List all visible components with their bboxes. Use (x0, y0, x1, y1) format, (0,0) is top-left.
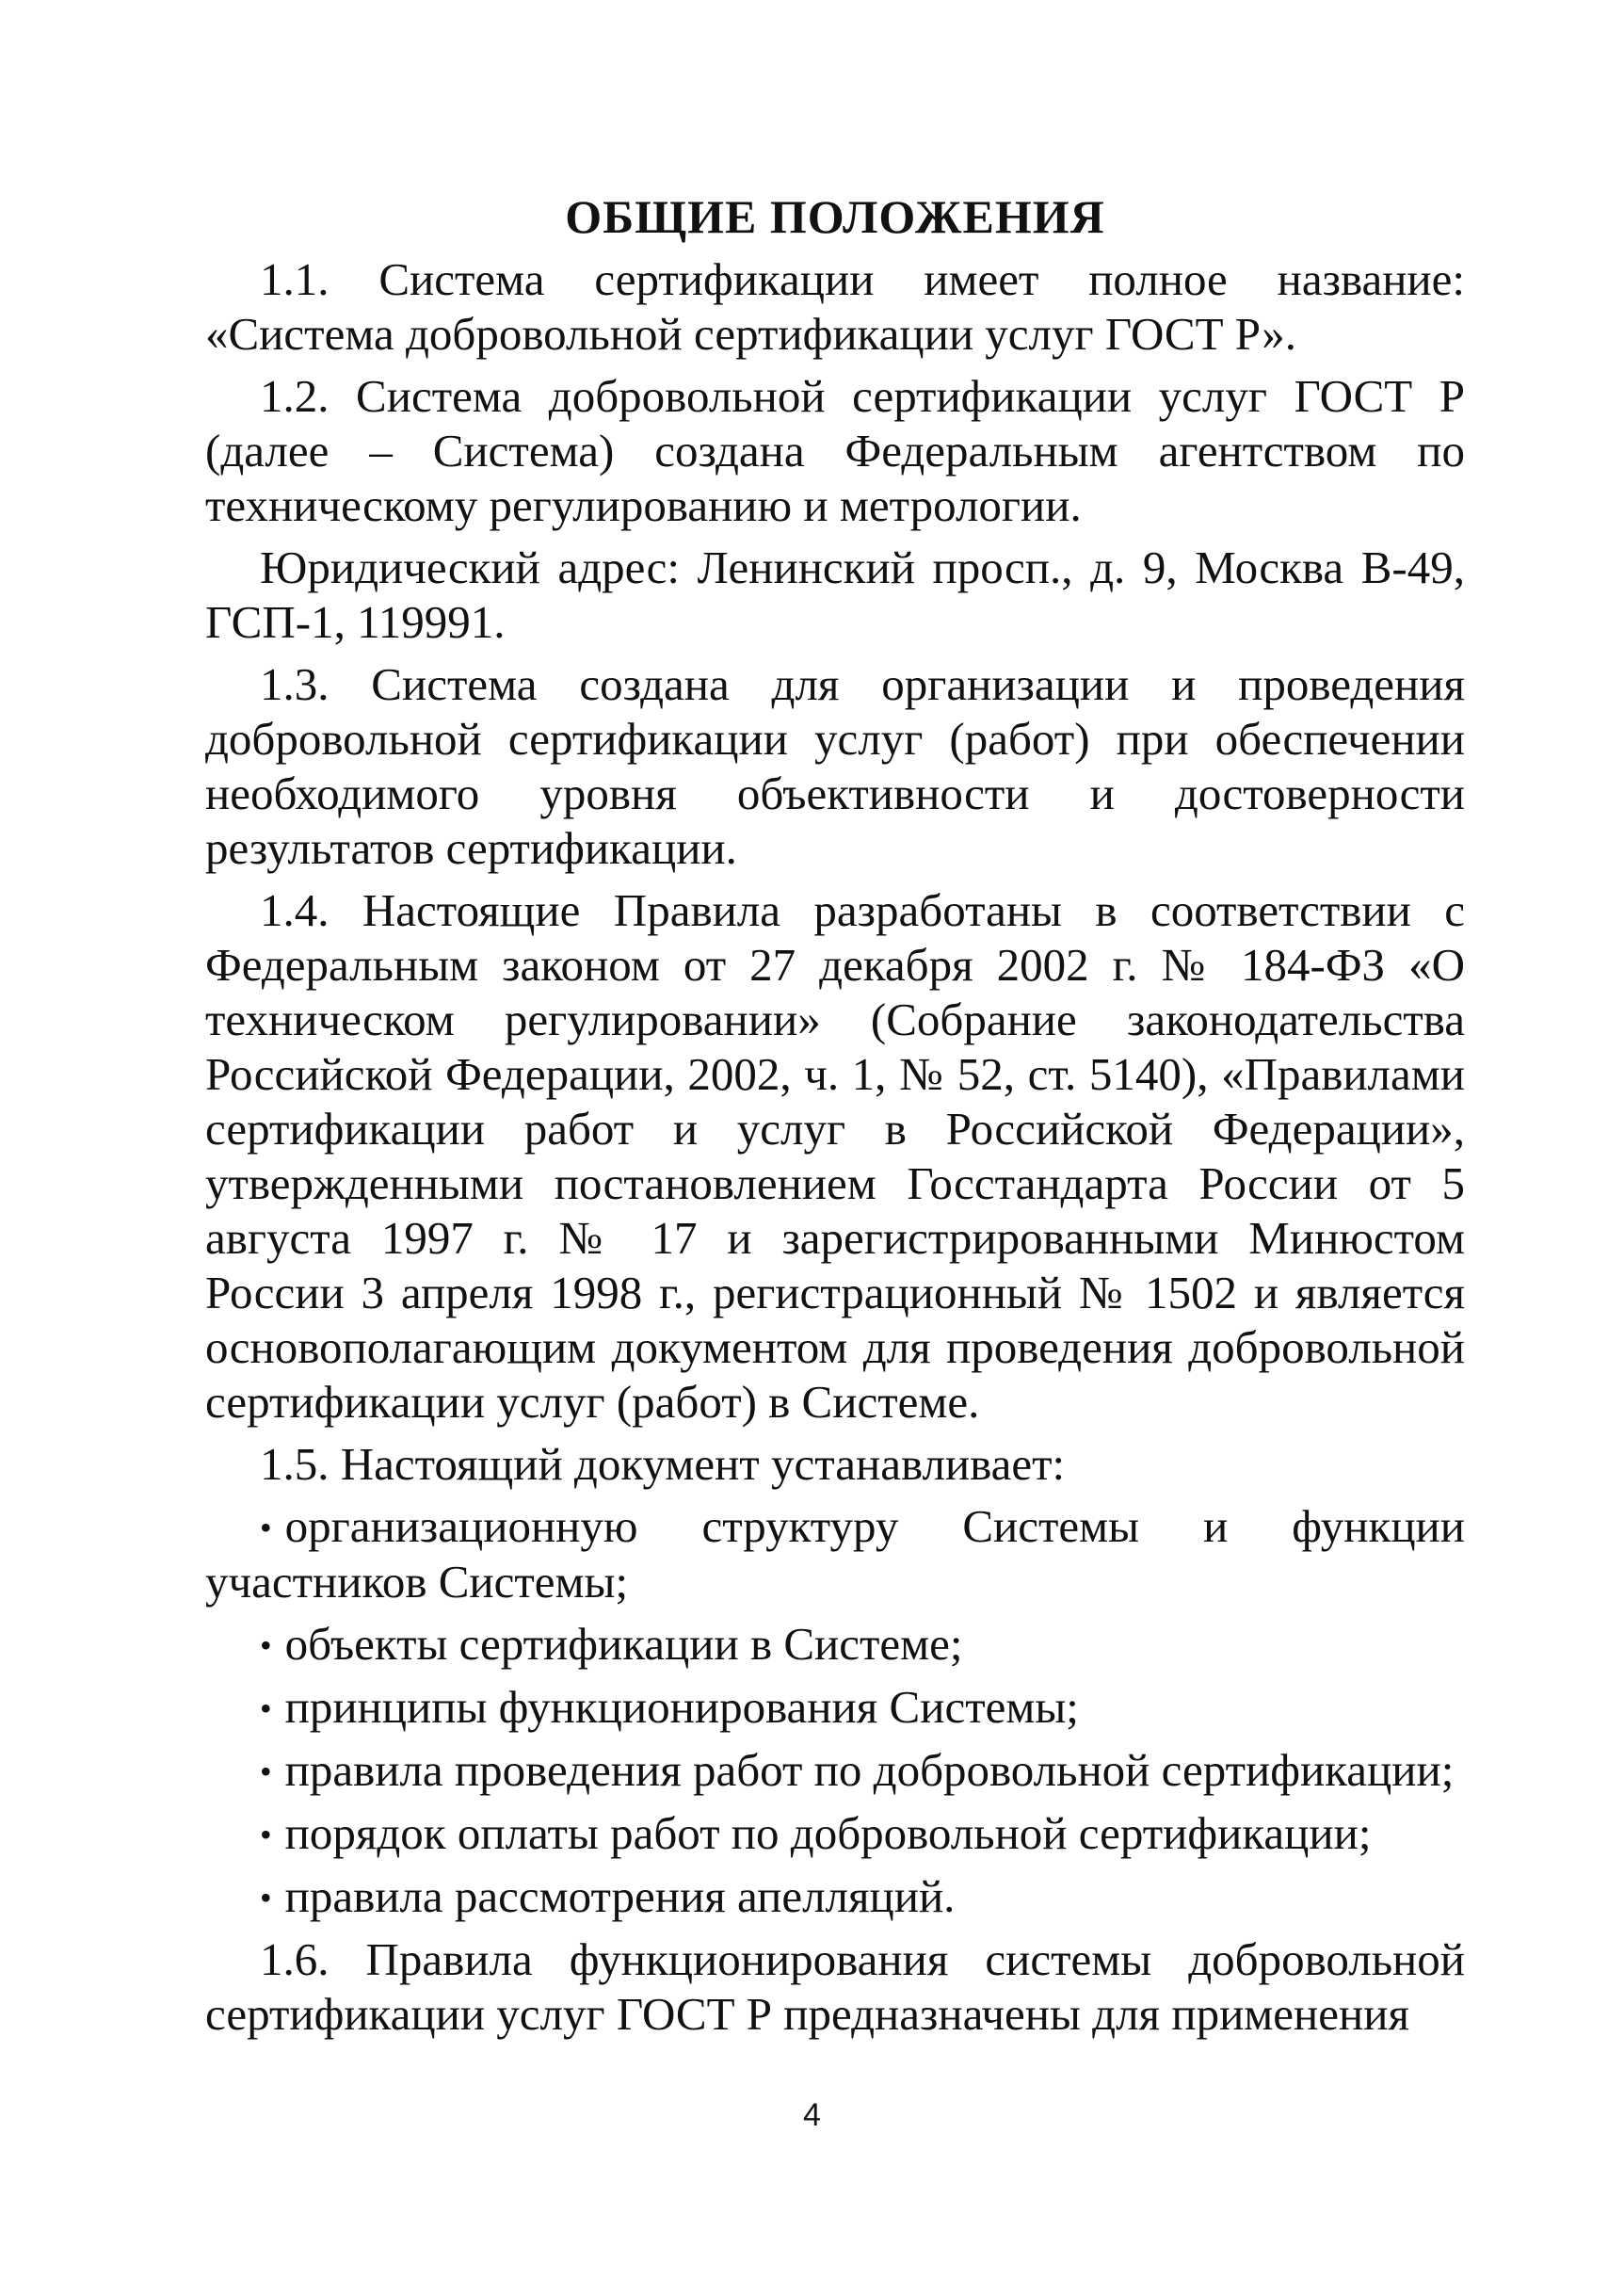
list-item (205, 1743, 1465, 1799)
bullet-icon: • (260, 1879, 272, 1916)
bullet-icon: • (260, 1753, 272, 1790)
list-item (205, 1499, 1465, 1609)
document-page (205, 188, 1465, 2049)
bullet-list (205, 1499, 1465, 1925)
list-item (205, 1806, 1465, 1862)
paragraph-1-5: 1.5. Настоящий документ устанавливает: (260, 1438, 1066, 1490)
bullet-icon: • (260, 1626, 272, 1664)
list-item (205, 1869, 1465, 1925)
list-item-text: порядок оплаты работ по добровольной сертификации; (284, 1807, 1372, 1859)
paragraph-1-2: 1.2. Система добровольной сертификации услуг ГОСТ Р (далее – Система) создана Федеральным агентством по техническому регулированию и метрологии. (205, 370, 1465, 531)
list-item-text: принципы функционирования Системы; (284, 1681, 1079, 1733)
list-item-text: правила проведения работ по добровольной сертификации; (284, 1744, 1455, 1796)
paragraph-1-3: 1.3. Система создана для организации и проведения добровольной сертификации услуг (работ) при обеспечении необходимого уровня объективности и достоверности результатов сертификации. (205, 658, 1465, 874)
paragraph-1-1: 1.1. Система сертификации имеет полное название: «Система добровольной сертификации услуг ГОСТ Р». (205, 253, 1465, 360)
list-item (205, 1617, 1465, 1673)
paragraph-legal-address: Юридический адрес: Ленинский просп., д. 9, Москва В-49, ГСП-1, 119991. (205, 541, 1465, 648)
bullet-icon: • (260, 1509, 272, 1546)
paragraph-1-6: 1.6. Правила функционирования системы добровольной сертификации услуг ГОСТ Р предназначены для применения (205, 1933, 1465, 2040)
bullet-icon: • (260, 1689, 272, 1727)
paragraph-1-4: 1.4. Настоящие Правила разработаны в соответствии с Федеральным законом от 27 декабря 2002 г. № 184-ФЗ «О техническом регулировании» (Собрание законодательства Российской Федерации, 2002, ч. 1, № 52, ст. 5140), «Правилами сертификации работ и услуг в Российской Федерации», утвержденными постановлением Госстандарта России от 5 августа 1997 г. № 17 и зарегистрированными Минюстом России 3 апреля 1998 г., регистрационный № 1502 и является основополагающим документом для проведения добровольной сертификации услуг (работ) в Системе. (205, 884, 1465, 1428)
list-item (205, 1680, 1465, 1736)
bullet-icon: • (260, 1816, 272, 1853)
list-item-text: организационную структуру Системы и функции участников Системы; (205, 1500, 1465, 1608)
list-item-text: правила рассмотрения апелляций. (284, 1870, 956, 1922)
page-number: 4 (803, 2097, 821, 2133)
list-item-text: объекты сертификации в Системе; (284, 1618, 963, 1670)
section-title: ОБЩИЕ ПОЛОЖЕНИЯ (565, 190, 1105, 243)
